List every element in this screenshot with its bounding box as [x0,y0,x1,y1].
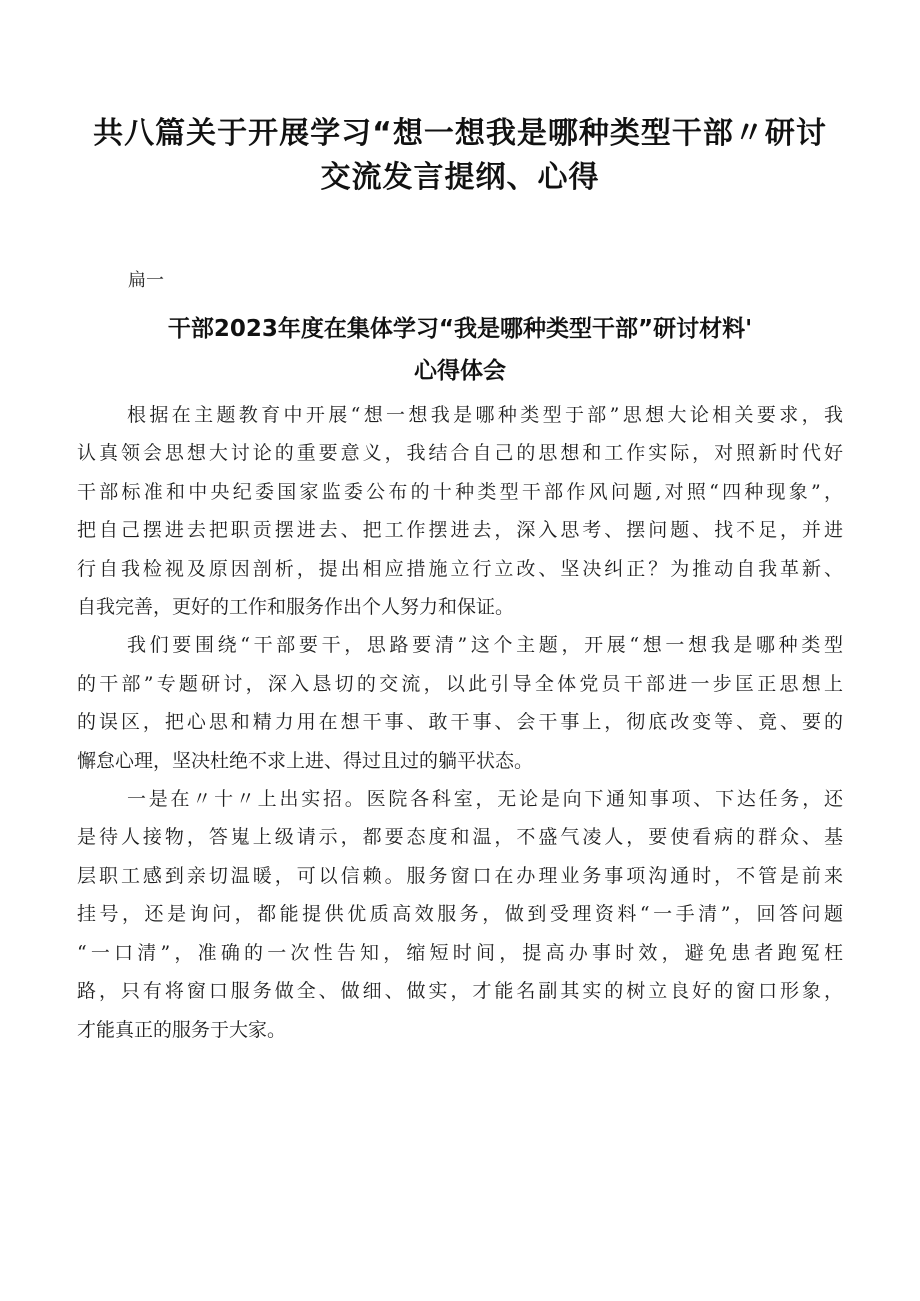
paragraph-line: 行自我检视及原因剖析，提出相应措施立行立改、坚决纠正？为推动自我革新、 [77,557,843,580]
paragraph-line: 层职工感到亲切温暖，可以信赖。服务窗口在办理业务事项沟通时，不管是前来 [77,864,843,887]
section-label: 扁一 [128,270,164,291]
paragraph-line: 自我完善，更好的工作和服务作出个人努力和保证。 [77,596,515,619]
section-subtitle [70,308,850,392]
paragraph-line: 我们要围绕“干部要干，思路要清”这个主题，开展“想一想我是哪种类型 [127,634,843,657]
subtitle-line: 心得体会 [414,358,506,384]
paragraph [77,780,843,1049]
document-title [60,112,860,200]
paragraph-line: 才能真正的服务于大家。 [77,1018,287,1041]
paragraph-line: 路，只有将窗口服务做全、做细、做实，才能名副其实的树立良好的窗口形象， [77,980,843,1003]
title-line: 交流发言提纲、心得 [320,160,600,195]
paragraph-line: 把自己摆进去把职贡摆进去、把工作摆进去，深入思考、摆问题、找不足，并进 [77,519,843,542]
paragraph-line: 的干部”专题研讨，深入恳切的交流，以此引导全体党员干部进一步匡正思想上 [77,672,843,695]
title-line: 共八篇关于开展学习“想一想我是哪种类型干部〃研讨 [93,116,827,151]
paragraph-line: 一是在〃十〃上出实招。医院各科室，无论是向下通知事项、下达任务，还 [127,788,843,811]
paragraph-line: 根据在主题教育中开展“想一想我是哪种类型于部”思想大论相关要求，我 [127,404,843,426]
paragraph-line: 挂号，还是询问，都能提供优质高效服务，做到受理资料“一手清”，回答问题 [77,903,843,926]
paragraph-line: 懈怠心理，坚决杜绝不求上进、得过且过的躺平状态。 [77,749,534,772]
paragraph-line: 认真领会思想大讨论的重要意义，我结合自己的思想和工作实际，对照新时代好 [77,442,843,465]
paragraph-line: 干部标准和中央纪委国家监委公布的十种类型干部作风问题,对照“四种现象”， [77,480,843,503]
paragraph [77,626,843,780]
document-body [77,396,843,1049]
paragraph-line: “一口清”，准确的一次性告知，缩短时间，提高办事时效，避免患者跑冤枉 [77,941,843,964]
paragraph-line: 是待人接物，答嵬上级请示，都要态度和温，不盛气凌人，要使看病的群众、基 [77,826,843,849]
paragraph-line: 的误区，把心思和精力用在想干事、敢干事、会干事上，彻底改变等、竟、要的 [77,711,843,734]
paragraph [77,396,843,626]
subtitle-line: 干部2023年度在集体学习“我是哪种类型干部”研讨材料' [167,316,753,342]
